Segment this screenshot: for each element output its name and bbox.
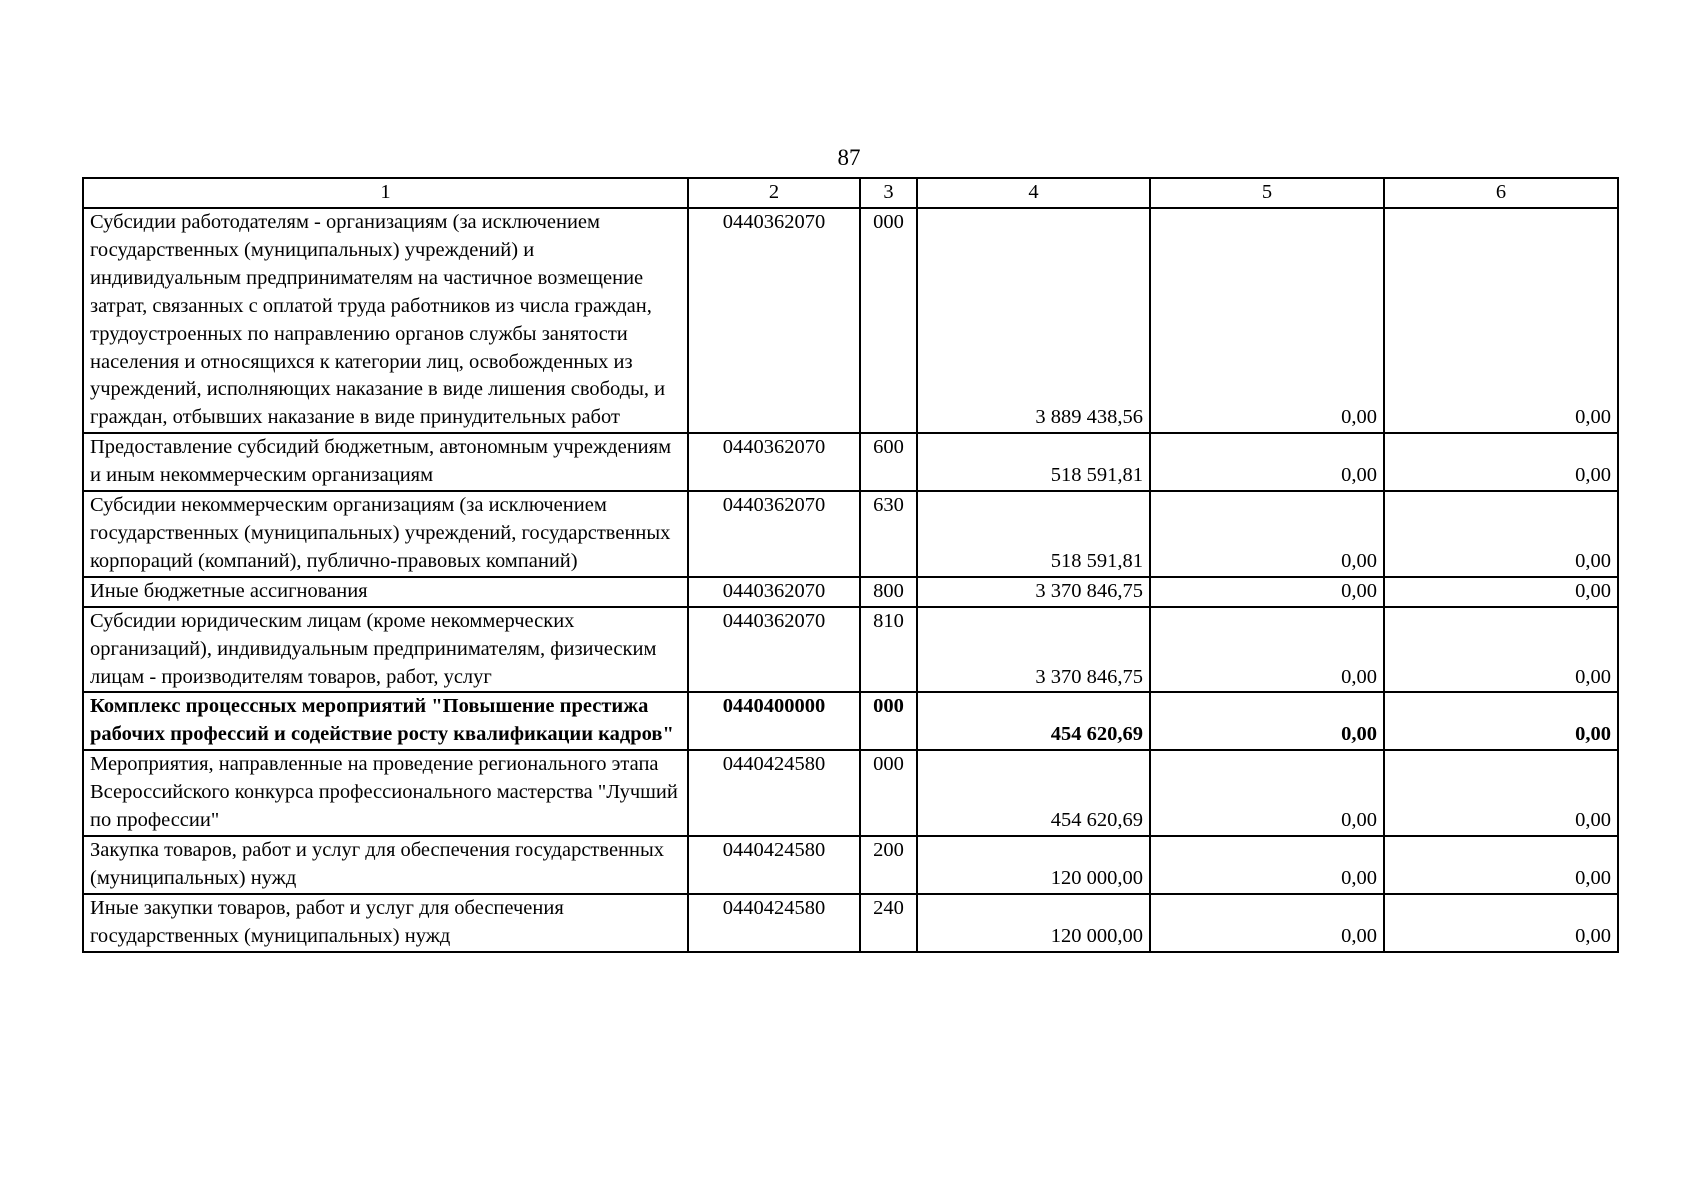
table-row [83,577,1618,607]
row-name-cell: Субсидии юридическим лицам (кроме некоммерческих организаций), индивидуальным предпринимателям, физическим лицам - производителям товаров, работ, услуг [83,607,688,693]
target-article-cell: 0440424580 [688,894,860,952]
target-article-cell: 0440362070 [688,208,860,433]
target-article-cell: 0440362070 [688,491,860,577]
amount-cell: 120 000,00 [917,836,1150,894]
table-row [83,433,1618,491]
column-5-cell: 0,00 [1150,894,1384,952]
row-name-cell: Иные закупки товаров, работ и услуг для обеспечения государственных (муниципальных) нужд [83,894,688,952]
target-article-cell: 0440362070 [688,577,860,607]
expense-type-cell: 000 [860,208,917,433]
column-header-1: 1 [83,178,688,208]
row-name-cell: Закупка товаров, работ и услуг для обеспечения государственных (муниципальных) нужд [83,836,688,894]
expense-type-cell: 800 [860,577,917,607]
amount-cell: 120 000,00 [917,894,1150,952]
column-6-cell: 0,00 [1384,894,1618,952]
amount-cell: 3 370 846,75 [917,607,1150,693]
column-6-cell: 0,00 [1384,750,1618,836]
table-row [83,750,1618,836]
column-5-cell: 0,00 [1150,208,1384,433]
header-row [83,178,1618,208]
column-6-cell: 0,00 [1384,491,1618,577]
column-5-cell: 0,00 [1150,692,1384,750]
row-name-cell: Субсидии работодателям - организациям (за исключением государственных (муниципальных) учреждений) и индивидуальным предпринимателям на частичное возмещение затрат, связанных с оплатой труда работников из числа граждан, трудоустроенных по направлению органов службы занятости населения и относящихся к категории лиц, освобожденных из учреждений, исполняющих наказание в виде лишения свободы, и граждан, отбывших наказание в виде принудительных работ [83,208,688,433]
target-article-cell: 0440362070 [688,607,860,693]
amount-cell: 518 591,81 [917,433,1150,491]
column-5-cell: 0,00 [1150,836,1384,894]
row-name-cell: Комплекс процессных мероприятий "Повышение престижа рабочих профессий и содействие росту квалификации кадров" [83,692,688,750]
expense-type-cell: 810 [860,607,917,693]
target-article-cell: 0440424580 [688,836,860,894]
column-6-cell: 0,00 [1384,836,1618,894]
column-6-cell: 0,00 [1384,433,1618,491]
column-6-cell: 0,00 [1384,208,1618,433]
column-6-cell: 0,00 [1384,607,1618,693]
column-header-2: 2 [688,178,860,208]
amount-cell: 454 620,69 [917,692,1150,750]
column-5-cell: 0,00 [1150,607,1384,693]
amount-cell: 454 620,69 [917,750,1150,836]
column-5-cell: 0,00 [1150,491,1384,577]
table-row [83,836,1618,894]
column-header-3: 3 [860,178,917,208]
table-row [83,208,1618,433]
amount-cell: 518 591,81 [917,491,1150,577]
expense-type-cell: 000 [860,692,917,750]
expense-type-cell: 630 [860,491,917,577]
row-name-cell: Субсидии некоммерческим организациям (за исключением государственных (муниципальных) учреждений, государственных корпораций (компаний), публично-правовых компаний) [83,491,688,577]
target-article-cell: 0440424580 [688,750,860,836]
column-header-4: 4 [917,178,1150,208]
column-6-cell: 0,00 [1384,692,1618,750]
table-row-section [83,692,1618,750]
expense-type-cell: 240 [860,894,917,952]
table-row [83,491,1618,577]
column-5-cell: 0,00 [1150,750,1384,836]
row-name-cell: Предоставление субсидий бюджетным, автономным учреждениям и иным некоммерческим организациям [83,433,688,491]
amount-cell: 3 370 846,75 [917,577,1150,607]
expense-type-cell: 600 [860,433,917,491]
table-row [83,894,1618,952]
target-article-cell: 0440400000 [688,692,860,750]
amount-cell: 3 889 438,56 [917,208,1150,433]
column-6-cell: 0,00 [1384,577,1618,607]
page-number: 87 [837,145,861,170]
column-5-cell: 0,00 [1150,577,1384,607]
table-row [83,607,1618,693]
target-article-cell: 0440362070 [688,433,860,491]
column-header-6: 6 [1384,178,1618,208]
column-header-5: 5 [1150,178,1384,208]
row-name-cell: Мероприятия, направленные на проведение регионального этапа Всероссийского конкурса профессионального мастерства "Лучший по профессии" [83,750,688,836]
expense-type-cell: 200 [860,836,917,894]
row-name-cell: Иные бюджетные ассигнования [83,577,688,607]
budget-table [82,177,1619,953]
column-5-cell: 0,00 [1150,433,1384,491]
expense-type-cell: 000 [860,750,917,836]
